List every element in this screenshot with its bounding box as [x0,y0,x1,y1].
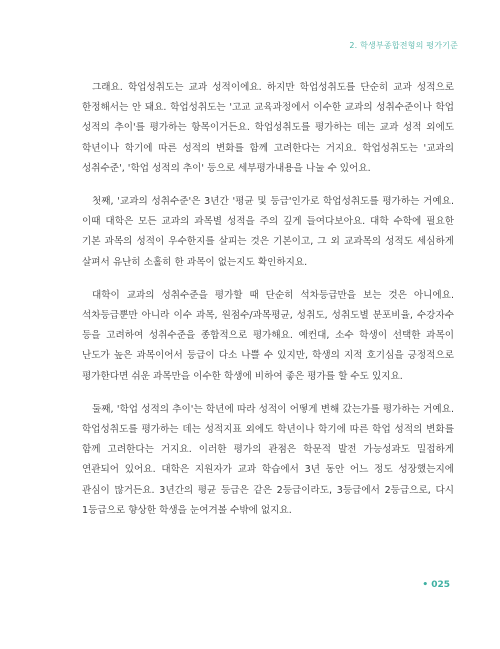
page-number: • 025 [422,580,450,590]
body-text [82,78,454,534]
paragraph-2: 첫째, '교과의 성취수준'은 3년간 '평균 및 등급'인가로 학업성취도를 평가하는 거예요. 이때 대학은 모든 교과의 과목별 성적을 주의 깊게 들여다보아요. 대학 수학에 필요한 기본 과목의 성적이 우수한지를 살피는 것은 기본이고, 그 외 교과목의 성적도 세심하게 살펴서 유난히 소홀히 한 과목이 없는지도 확인하지요. [82,196,454,268]
paragraph-3: 대학이 교과의 성취수준을 평가할 때 단순히 석차등급만을 보는 것은 아니에요. 석차등급뿐만 아니라 이수 과목, 원점수/과목평균, 성취도, 성취도별 분포비율, 수강자수 등을 고려하여 성취수준을 종합적으로 평가해요. 예컨대, 소수 학생이 선택한 과목이 난도가 높은 과목이어서 등급이 다소 나쁠 수 있지만, 학생의 지적 호기심을 긍정적으로 평가한다면 쉬운 과목만을 이수한 학생에 비하여 좋은 평가를 할 수도 있지요. [82,289,454,382]
paragraph-4: 둘째, '학업 성적의 추이'는 학년에 따라 성적이 어떻게 변해 갔는가를 평가하는 거예요. 학업성취도를 평가하는 데는 성적지표 외에도 학년이나 학기에 따른 학업 성적의 변화를 함께 고려한다는 거지요. 이러한 평가의 관점은 학문적 발전 가능성과도 밀접하게 연관되어 있어요. 대학은 지원자가 교과 학습에서 3년 동안 어느 정도 성장했는지에 관심이 많거든요. 3년간의 평균 등급은 같은 2등급이라도, 3등급에서 2등급으로, 다시 1등급으로 향상한 학생을 눈여겨볼 수밖에 없지요. [82,403,454,516]
running-header: 2. 학생부종합전형의 평가기준 [349,41,458,50]
paragraph-1: 그래요. 학업성취도는 교과 성적이에요. 하지만 학업성취도를 단순히 교과 성적으로 한정해서는 안 돼요. 학업성취도는 '고교 교육과정에서 이수한 교과의 성취수준이나 학업 성적의 추이'를 평가하는 항목이거든요. 학업성취도를 평가하는 데는 교과 성적 외에도 학년이나 학기에 따른 성적의 변화를 함께 고려한다는 거지요. 학업성취도는 '교과의 성취수준', '학업 성적의 추이' 등으로 세부평가내용을 나눌 수 있어요. [82,82,454,174]
